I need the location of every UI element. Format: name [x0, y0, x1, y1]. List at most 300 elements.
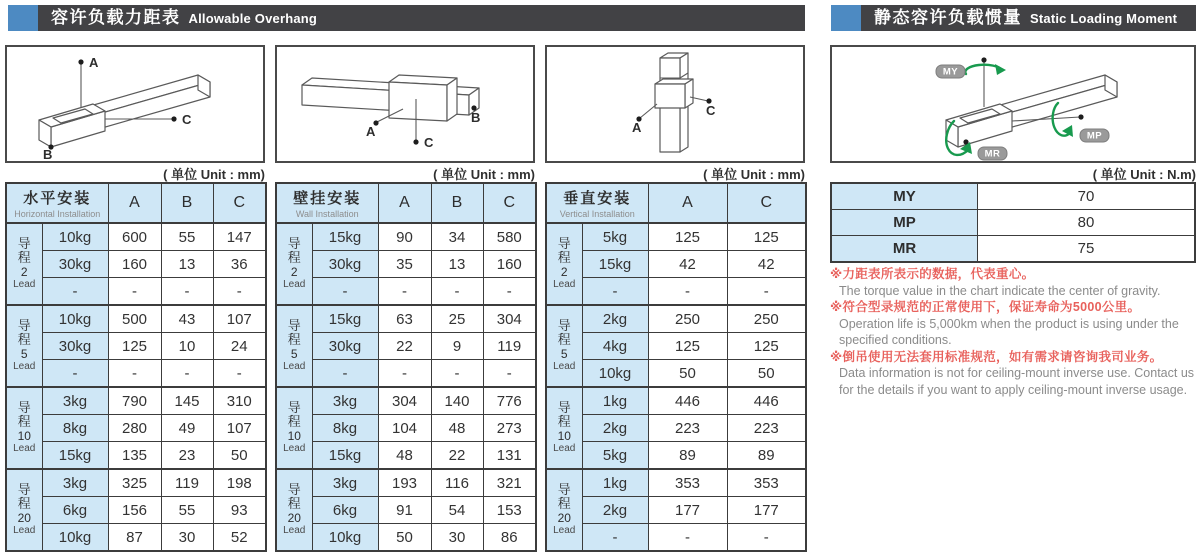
payload-cell: 15kg — [42, 442, 108, 470]
table-row — [6, 469, 266, 497]
value-cell: 223 — [648, 415, 727, 442]
header-accent-square — [8, 5, 38, 31]
my-badge-label: MY — [942, 66, 959, 78]
table-row — [6, 415, 266, 442]
value-cell: 63 — [378, 305, 431, 333]
header-accent-square — [831, 5, 861, 31]
table-row — [276, 469, 536, 497]
value-cell: 446 — [648, 387, 727, 415]
point-c-label: C — [424, 135, 434, 150]
value-cell: 125 — [727, 223, 806, 251]
moment-label-my: MY — [831, 183, 978, 210]
value-cell: 325 — [108, 469, 161, 497]
lead-group-cell — [276, 469, 312, 551]
moment-label-mp: MP — [831, 210, 978, 236]
horizontal-installation-table — [5, 182, 267, 552]
value-cell: - — [213, 360, 266, 388]
payload-cell: 10kg — [42, 524, 108, 552]
lead-number: 10 — [557, 429, 571, 443]
value-cell: 50 — [378, 524, 431, 552]
point-c-dot — [413, 139, 418, 144]
value-cell: 42 — [727, 251, 806, 278]
value-cell: 30 — [161, 524, 213, 552]
lead-char: 导 — [287, 318, 301, 333]
value-cell: 156 — [108, 497, 161, 524]
table-row — [546, 415, 806, 442]
value-cell: 55 — [161, 497, 213, 524]
lead-word: Lead — [283, 525, 306, 536]
header-bar — [38, 5, 805, 31]
overhang-table-vertical — [545, 182, 807, 552]
slider-block — [655, 79, 693, 108]
value-cell: 250 — [727, 305, 806, 333]
installation-title-en: Horizontal Installation — [14, 209, 101, 219]
point-c-label: C — [182, 112, 192, 127]
column-header-c: C — [483, 183, 536, 223]
overhang-table-wall — [275, 182, 537, 552]
value-cell: 104 — [378, 415, 431, 442]
column-header-b: B — [161, 183, 213, 223]
lead-group-cell — [546, 223, 582, 305]
value-cell: 42 — [648, 251, 727, 278]
unit-label-mm: ( 单位 Unit : mm) — [163, 167, 265, 182]
wall-installation-table — [275, 182, 537, 552]
payload-cell: 30kg — [42, 333, 108, 360]
payload-cell: 5kg — [582, 442, 648, 470]
value-cell: 353 — [727, 469, 806, 497]
lead-char: 程 — [557, 332, 571, 347]
moment-value: 75 — [978, 236, 1196, 263]
value-cell: - — [727, 278, 806, 306]
horizontal-installation-drawing — [7, 47, 263, 161]
lead-char: 程 — [17, 414, 31, 429]
lead-number: 20 — [17, 511, 31, 525]
value-cell: 48 — [378, 442, 431, 470]
column-header-c: C — [727, 183, 806, 223]
value-cell: 90 — [378, 223, 431, 251]
table-row — [276, 333, 536, 360]
horizontal-installation-diagram — [5, 45, 265, 163]
table-body — [546, 223, 806, 551]
lead-char: 导 — [287, 236, 301, 251]
lead-number: 5 — [560, 347, 568, 361]
static-moment-table — [830, 182, 1196, 263]
value-cell: 135 — [108, 442, 161, 470]
vertical-installation-drawing — [547, 47, 803, 161]
lead-number: 5 — [20, 347, 28, 361]
value-cell: 140 — [431, 387, 483, 415]
section-title-zh: 静态容许负载惯量 — [874, 8, 1022, 27]
table-row — [6, 360, 266, 388]
lead-number: 20 — [287, 511, 301, 525]
table-row — [6, 497, 266, 524]
note-text-zh: ※倒吊使用无法套用标准规范，如有需求请咨询我司业务。 — [830, 349, 1163, 364]
payload-cell: - — [42, 278, 108, 306]
value-cell: 125 — [108, 333, 161, 360]
moment-table — [830, 182, 1196, 263]
vertical-installation-table — [545, 182, 807, 552]
payload-cell: 6kg — [42, 497, 108, 524]
table-row — [546, 387, 806, 415]
value-cell: 22 — [378, 333, 431, 360]
value-cell: 54 — [431, 497, 483, 524]
point-c-dot — [171, 116, 176, 121]
lead-char: 程 — [287, 496, 301, 511]
value-cell: 13 — [431, 251, 483, 278]
lead-char: 程 — [287, 332, 301, 347]
table-row — [546, 333, 806, 360]
table-row — [276, 442, 536, 470]
table-row — [546, 497, 806, 524]
point-a-label: A — [366, 124, 376, 139]
value-cell: 50 — [213, 442, 266, 470]
lead-char: 程 — [557, 414, 571, 429]
column-header-a: A — [378, 183, 431, 223]
lead-group-cell — [6, 387, 42, 469]
table-row — [276, 524, 536, 552]
payload-cell: - — [312, 278, 378, 306]
payload-cell: 5kg — [582, 223, 648, 251]
installation-title — [546, 183, 648, 223]
value-cell: 119 — [161, 469, 213, 497]
note-item — [830, 349, 1200, 399]
value-cell: 177 — [727, 497, 806, 524]
mr-badge-label: MR — [984, 148, 1001, 160]
lead-group-cell — [6, 469, 42, 551]
value-cell: 48 — [431, 415, 483, 442]
value-cell: 145 — [161, 387, 213, 415]
value-cell: - — [431, 360, 483, 388]
value-cell: 119 — [483, 333, 536, 360]
note-text-zh: ※力距表所表示的数据，代表重心。 — [830, 267, 1035, 281]
lead-group-cell — [276, 305, 312, 387]
lead-char: 程 — [17, 250, 31, 265]
value-cell: 10 — [161, 333, 213, 360]
value-cell: 223 — [727, 415, 806, 442]
lead-char: 程 — [17, 496, 31, 511]
lead-group-cell — [546, 305, 582, 387]
value-cell: 580 — [483, 223, 536, 251]
value-cell: 500 — [108, 305, 161, 333]
value-cell: 321 — [483, 469, 536, 497]
payload-cell: 30kg — [312, 251, 378, 278]
value-cell: 153 — [483, 497, 536, 524]
static-moment-diagram — [830, 45, 1196, 163]
lead-word: Lead — [13, 443, 36, 454]
lead-number: 2 — [290, 265, 298, 279]
payload-cell: 3kg — [42, 469, 108, 497]
section-title-en: Static Loading Moment — [1030, 11, 1178, 26]
lead-number: 2 — [20, 265, 28, 279]
value-cell: 273 — [483, 415, 536, 442]
value-cell: 125 — [648, 223, 727, 251]
value-cell: 43 — [161, 305, 213, 333]
lead-number: 5 — [290, 347, 298, 361]
lead-char: 导 — [557, 236, 571, 251]
unit-label-mm: ( 单位 Unit : mm) — [703, 167, 805, 182]
payload-cell: - — [582, 524, 648, 552]
value-cell: 89 — [727, 442, 806, 470]
installation-title-zh: 壁挂安装 — [293, 190, 362, 207]
value-cell: 446 — [727, 387, 806, 415]
lead-group-cell — [546, 387, 582, 469]
lead-char: 导 — [17, 482, 31, 497]
point-a-label: A — [632, 120, 642, 135]
table-row — [276, 497, 536, 524]
column-header-a: A — [108, 183, 161, 223]
value-cell: 776 — [483, 387, 536, 415]
payload-cell: 30kg — [42, 251, 108, 278]
value-cell: 280 — [108, 415, 161, 442]
payload-cell: 10kg — [42, 223, 108, 251]
lead-word: Lead — [553, 361, 576, 372]
payload-cell: 10kg — [582, 360, 648, 388]
moment-value: 80 — [978, 210, 1196, 236]
value-cell: 93 — [213, 497, 266, 524]
payload-cell: 10kg — [312, 524, 378, 552]
point-c-label: C — [706, 103, 716, 118]
table-row — [546, 223, 806, 251]
vertical-installation-diagram — [545, 45, 805, 163]
payload-cell: 3kg — [42, 387, 108, 415]
value-cell: - — [648, 524, 727, 552]
mp-badge-label: MP — [1086, 130, 1103, 142]
point-b-label: B — [471, 110, 481, 125]
value-cell: 790 — [108, 387, 161, 415]
table-row — [276, 251, 536, 278]
lead-char: 导 — [17, 236, 31, 251]
note-text-en: Operation life is 5,000km when the product is using under the specified conditions. — [839, 316, 1179, 347]
lead-char: 导 — [287, 400, 301, 415]
payload-cell: 4kg — [582, 333, 648, 360]
value-cell: 50 — [727, 360, 806, 388]
payload-cell: - — [312, 360, 378, 388]
wall-installation-drawing — [277, 47, 533, 161]
payload-cell: 30kg — [312, 333, 378, 360]
table-head — [276, 183, 536, 223]
value-cell: 24 — [213, 333, 266, 360]
value-cell: 147 — [213, 223, 266, 251]
lead-word: Lead — [553, 443, 576, 454]
value-cell: 86 — [483, 524, 536, 552]
table-row — [6, 442, 266, 470]
lead-char: 导 — [17, 400, 31, 415]
section-title-en: Allowable Overhang — [188, 11, 318, 26]
note-item — [830, 266, 1200, 299]
table-row — [276, 387, 536, 415]
value-cell: 177 — [648, 497, 727, 524]
mp-badge — [1080, 129, 1109, 142]
point-a-label: A — [89, 55, 99, 70]
installation-title-en: Vertical Installation — [559, 209, 635, 219]
value-cell: 91 — [378, 497, 431, 524]
moment-row — [831, 183, 1195, 210]
payload-cell: 15kg — [582, 251, 648, 278]
value-cell: 160 — [483, 251, 536, 278]
overhang-table-horizontal — [5, 182, 267, 552]
note-text-en: The torque value in the chart indicate the center of gravity. — [839, 283, 1161, 298]
value-cell: 50 — [648, 360, 727, 388]
moment-label-mr: MR — [831, 236, 978, 263]
value-cell: 30 — [431, 524, 483, 552]
value-cell: 125 — [727, 333, 806, 360]
lead-group-cell — [6, 305, 42, 387]
value-cell: 52 — [213, 524, 266, 552]
mr-badge — [978, 147, 1007, 160]
value-cell: 87 — [108, 524, 161, 552]
point-a-dot — [78, 59, 83, 64]
wall-installation-diagram — [275, 45, 535, 163]
installation-title — [6, 183, 108, 223]
value-cell: - — [108, 360, 161, 388]
value-cell: 193 — [378, 469, 431, 497]
table-row — [6, 223, 266, 251]
table-row — [6, 333, 266, 360]
slider-block — [39, 104, 105, 147]
column-header-c: C — [213, 183, 266, 223]
payload-cell: 15kg — [312, 442, 378, 470]
moment-row — [831, 210, 1195, 236]
value-cell: 107 — [213, 305, 266, 333]
value-cell: 34 — [431, 223, 483, 251]
lead-number: 20 — [557, 511, 571, 525]
installation-title-zh: 垂直安装 — [563, 190, 632, 207]
footnotes — [830, 266, 1200, 398]
slider-block — [389, 75, 457, 121]
value-cell: 9 — [431, 333, 483, 360]
value-cell: 250 — [648, 305, 727, 333]
table-body — [6, 223, 266, 551]
table-row — [546, 305, 806, 333]
table-row — [546, 442, 806, 470]
unit-label-nm: ( 单位 Unit : N.m) — [1092, 167, 1196, 182]
section-header-static-loading-moment — [831, 5, 1196, 31]
value-cell: - — [213, 278, 266, 306]
table-row — [276, 360, 536, 388]
lead-word: Lead — [283, 279, 306, 290]
value-cell: 49 — [161, 415, 213, 442]
payload-cell: 2kg — [582, 415, 648, 442]
lead-char: 导 — [557, 318, 571, 333]
value-cell: 160 — [108, 251, 161, 278]
value-cell: 13 — [161, 251, 213, 278]
payload-cell: 15kg — [312, 305, 378, 333]
lead-word: Lead — [13, 361, 36, 372]
section-title-zh: 容许负载力距表 — [51, 8, 181, 27]
value-cell: - — [108, 278, 161, 306]
table-row — [546, 278, 806, 306]
value-cell: - — [483, 360, 536, 388]
payload-cell: 8kg — [312, 415, 378, 442]
payload-cell: 2kg — [582, 305, 648, 333]
value-cell: 107 — [213, 415, 266, 442]
payload-cell: 8kg — [42, 415, 108, 442]
value-cell: - — [378, 360, 431, 388]
mp-axis-dot — [1078, 114, 1083, 119]
table-row — [276, 415, 536, 442]
value-cell: - — [727, 524, 806, 552]
lead-char: 程 — [557, 250, 571, 265]
dimension-line-a — [640, 104, 657, 118]
payload-cell: - — [582, 278, 648, 306]
lead-number: 10 — [17, 429, 31, 443]
value-cell: 198 — [213, 469, 266, 497]
payload-cell: 6kg — [312, 497, 378, 524]
note-text-en: Data information is not for ceiling-mount inverse use. Contact us for the details if you want to apply ceiling-mount inverse usage. — [839, 366, 1195, 397]
lead-char: 程 — [17, 332, 31, 347]
unit-label-mm: ( 单位 Unit : mm) — [433, 167, 535, 182]
value-cell: 304 — [483, 305, 536, 333]
payload-cell: 15kg — [312, 223, 378, 251]
table-head — [6, 183, 266, 223]
value-cell: 22 — [431, 442, 483, 470]
table-row — [276, 305, 536, 333]
table-head — [546, 183, 806, 223]
value-cell: 23 — [161, 442, 213, 470]
slider-block — [946, 104, 1012, 147]
payload-cell: 1kg — [582, 387, 648, 415]
my-badge — [936, 65, 965, 78]
value-cell: 600 — [108, 223, 161, 251]
value-cell: 304 — [378, 387, 431, 415]
table-row — [6, 251, 266, 278]
value-cell: 116 — [431, 469, 483, 497]
table-header-row — [6, 183, 266, 223]
value-cell: - — [431, 278, 483, 306]
table-row — [546, 251, 806, 278]
lead-char: 导 — [557, 482, 571, 497]
payload-cell: - — [42, 360, 108, 388]
lead-char: 导 — [287, 482, 301, 497]
lead-word: Lead — [283, 361, 306, 372]
payload-cell: 3kg — [312, 469, 378, 497]
column-header-b: B — [431, 183, 483, 223]
my-arrowhead-icon — [995, 64, 1006, 75]
lead-number: 2 — [560, 265, 568, 279]
note-item — [830, 299, 1200, 349]
value-cell: - — [161, 360, 213, 388]
value-cell: - — [378, 278, 431, 306]
payload-cell: 3kg — [312, 387, 378, 415]
lead-word: Lead — [13, 279, 36, 290]
table-row — [546, 524, 806, 552]
table-header-row — [546, 183, 806, 223]
value-cell: 55 — [161, 223, 213, 251]
value-cell: - — [161, 278, 213, 306]
installation-title-zh: 水平安装 — [23, 190, 92, 207]
lead-group-cell — [6, 223, 42, 305]
lead-word: Lead — [553, 525, 576, 536]
payload-cell: 10kg — [42, 305, 108, 333]
payload-cell: 1kg — [582, 469, 648, 497]
section-header-allowable-overhang — [8, 5, 805, 31]
installation-title-en: Wall Installation — [295, 209, 359, 219]
lead-char: 导 — [17, 318, 31, 333]
table-row — [6, 278, 266, 306]
column-header-a: A — [648, 183, 727, 223]
value-cell: 131 — [483, 442, 536, 470]
lead-char: 程 — [287, 250, 301, 265]
moment-value: 70 — [978, 183, 1196, 210]
value-cell: 310 — [213, 387, 266, 415]
lead-char: 导 — [557, 400, 571, 415]
lead-group-cell — [276, 387, 312, 469]
value-cell: 89 — [648, 442, 727, 470]
value-cell: 25 — [431, 305, 483, 333]
table-header-row — [276, 183, 536, 223]
lead-group-cell — [546, 469, 582, 551]
value-cell: 125 — [648, 333, 727, 360]
